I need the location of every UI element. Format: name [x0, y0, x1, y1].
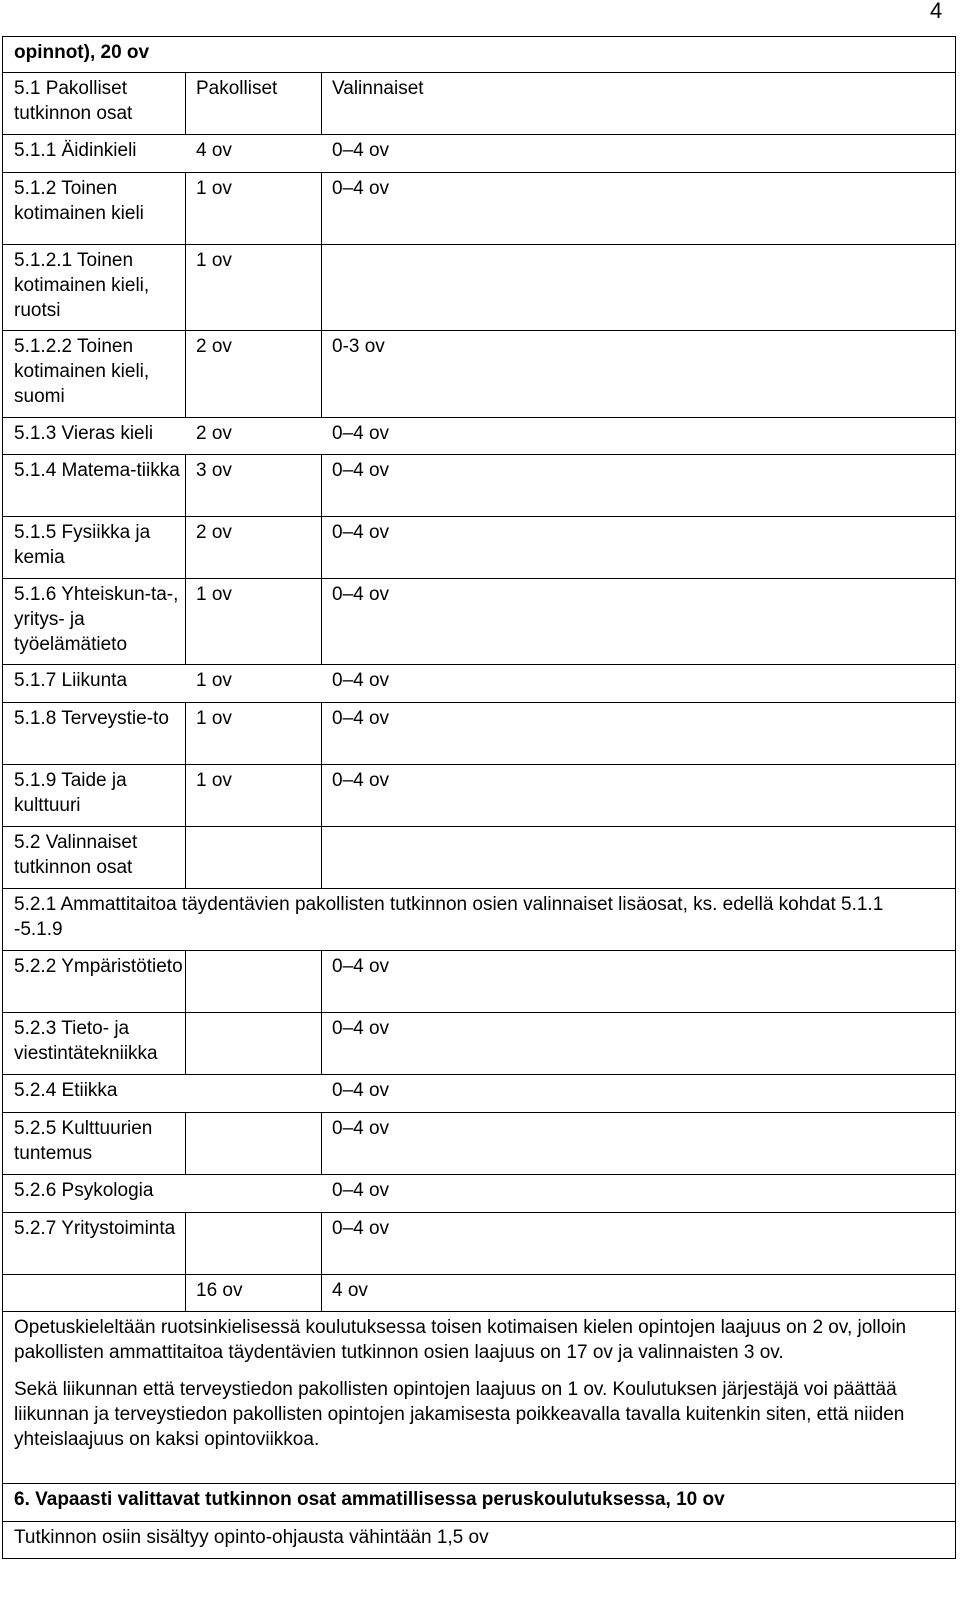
table-row	[2, 516, 956, 578]
table-row	[2, 1074, 956, 1112]
row-mandatory: 3 ov	[196, 460, 232, 481]
row-optional: 0–4 ov	[332, 1118, 390, 1139]
row-optional: 0–4 ov	[332, 1180, 390, 1201]
row-mandatory: 2 ov	[196, 336, 232, 357]
note-swedish-language: Opetuskieleltään ruotsinkielisessä koulutuksessa toisen kotimaisen kielen opintojen laajuus on 2 ov, jolloin pakollisten ammattitaitoa täydentävien tutkinnon osien laajuus on 17 ov ja valinnaisten 3 ov.	[14, 1317, 907, 1363]
table-row	[2, 1112, 956, 1174]
row-subject: 5.2.7 Yritystoiminta	[14, 1218, 176, 1239]
row-subject: 5.2.3 Tieto- ja viestintätekniikka	[14, 1018, 158, 1064]
table-row	[2, 702, 956, 764]
row-subject: 5.1.7 Liikunta	[14, 670, 128, 691]
table-header-row	[2, 72, 956, 134]
header-optional: Valinnaiset	[332, 78, 424, 99]
row-optional: 0–4 ov	[332, 522, 390, 543]
row-subject: 5.2.6 Psykologia	[14, 1180, 154, 1201]
row-subject: 5.2.4 Etiikka	[14, 1080, 118, 1101]
row-mandatory: 4 ov	[196, 140, 232, 161]
table-row	[2, 330, 956, 417]
table-row	[2, 1174, 956, 1212]
row-subject: 5.2.2 Ympäristötieto	[14, 956, 183, 977]
table-row	[2, 950, 956, 1012]
row-subject: 5.2.5 Kulttuurien tuntemus	[14, 1118, 153, 1164]
section-6-title: 6. Vapaasti valittavat tutkinnon osat ammatillisessa peruskoulutuksessa, 10 ov	[14, 1489, 725, 1510]
row-subject: 5.1.2 Toinen kotimainen kieli	[14, 178, 144, 224]
table-row	[2, 417, 956, 454]
row-optional: 0–4 ov	[332, 1080, 390, 1101]
row-subject: 5.1.2.2 Toinen kotimainen kieli, suomi	[14, 336, 150, 407]
row-subject: 5.1.2.1 Toinen kotimainen kieli, ruotsi	[14, 250, 150, 321]
row-mandatory: 2 ov	[196, 522, 232, 543]
table-row-full	[2, 888, 956, 950]
table-row	[2, 134, 956, 172]
row-optional: 0–4 ov	[332, 770, 390, 791]
table-row	[2, 1012, 956, 1074]
table-row	[2, 172, 956, 244]
page-number: 4	[930, 0, 943, 23]
row-optional: 0–4 ov	[332, 460, 390, 481]
row-optional: 0–4 ov	[332, 1218, 390, 1239]
curriculum-table	[2, 36, 956, 1559]
row-optional: 0–4 ov	[332, 1018, 390, 1039]
notes-row	[2, 1311, 956, 1483]
row-subject: 5.1.4 Matema-tiikka	[14, 460, 180, 481]
row-subject: 5.1.9 Taide ja kulttuuri	[14, 770, 127, 816]
row-mandatory: 1 ov	[196, 178, 232, 199]
table-row	[2, 454, 956, 516]
section-6-note: Tutkinnon osiin sisältyy opinto-ohjausta vähintään 1,5 ov	[14, 1527, 489, 1548]
row-optional: 0–4 ov	[332, 140, 390, 161]
section-6-row	[2, 1483, 956, 1521]
top-fragment-row	[2, 36, 956, 72]
row-5-2-1: 5.2.1 Ammattitaitoa täydentävien pakollisten tutkinnon osien valinnaiset lisäosat, ks. edellä kohdat 5.1.1 -5.1.9	[14, 894, 884, 940]
table-row	[2, 764, 956, 826]
top-fragment: opinnot), 20 ov	[14, 42, 150, 63]
row-mandatory: 1 ov	[196, 250, 232, 271]
header-subject: 5.1 Pakolliset tutkinnon osat	[14, 78, 133, 124]
totals-row	[2, 1274, 956, 1311]
row-subject: 5.1.8 Terveystie-to	[14, 708, 169, 729]
total-mandatory: 16 ov	[196, 1280, 243, 1301]
header-mandatory: Pakolliset	[196, 78, 278, 99]
row-optional: 0–4 ov	[332, 956, 390, 977]
row-subject: 5.1.5 Fysiikka ja kemia	[14, 522, 151, 568]
table-row	[2, 1212, 956, 1274]
section-6-note-row	[2, 1521, 956, 1559]
row-optional: 0–4 ov	[332, 584, 390, 605]
table-row	[2, 826, 956, 888]
row-mandatory: 1 ov	[196, 770, 232, 791]
row-optional: 0–4 ov	[332, 670, 390, 691]
table-row	[2, 244, 956, 330]
row-subject: 5.1.6 Yhteiskun-ta-, yritys- ja työelämätieto	[14, 584, 179, 655]
row-mandatory: 1 ov	[196, 584, 232, 605]
row-mandatory: 1 ov	[196, 670, 232, 691]
row-optional: 0–4 ov	[332, 708, 390, 729]
row-optional: 0–4 ov	[332, 423, 390, 444]
table-row	[2, 664, 956, 702]
row-mandatory: 2 ov	[196, 423, 232, 444]
row-subject: 5.1.3 Vieras kieli	[14, 423, 154, 444]
row-subject: 5.2 Valinnaiset tutkinnon osat	[14, 832, 138, 878]
row-subject: 5.1.1 Äidinkieli	[14, 140, 137, 161]
note-physical-health: Sekä liikunnan että terveystiedon pakollisten opintojen laajuus on 1 ov. Koulutuksen järjestäjä voi päättää liikunnan ja terveystiedon pakollisten opintojen jakamisesta poikkeavalla tavalla kuitenkin siten, että niiden yhteislaajuus on kaksi opintoviikkoa.	[14, 1379, 905, 1450]
row-optional: 0–4 ov	[332, 178, 390, 199]
row-mandatory: 1 ov	[196, 708, 232, 729]
total-optional: 4 ov	[332, 1280, 368, 1301]
row-optional: 0-3 ov	[332, 336, 385, 357]
table-row	[2, 578, 956, 664]
